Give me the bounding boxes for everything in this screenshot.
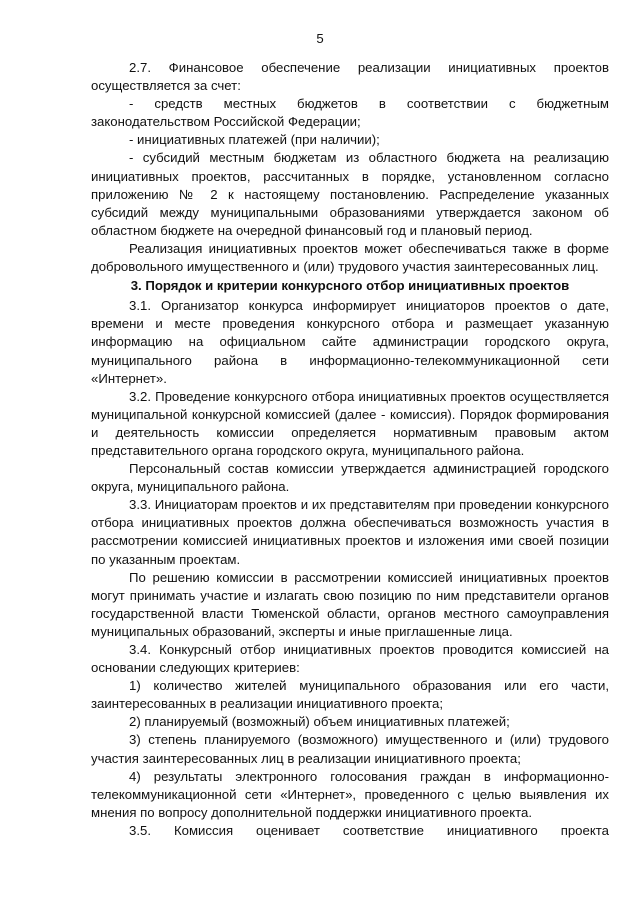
list-item-local-budgets: - средств местных бюджетов в соответствии с бюджетным законодательством Российской Федерации; [91, 96, 609, 130]
criterion-1: 1) количество жителей муниципального образования или его части, заинтересованных в реализации инициативного проекта; [91, 678, 609, 712]
document-body [91, 59, 609, 840]
paragraph-3-3: 3.3. Инициаторам проектов и их представителям при проведении конкурсного отбора инициативных проектов должна обеспечиваться возможность участия в рассмотрении комиссией инициативных проектов и изложения ими своей позиции по указанным проектам. [91, 497, 609, 567]
list-item-initiative-payments: - инициативных платежей (при наличии); [129, 132, 380, 148]
paragraph-3-2: 3.2. Проведение конкурсного отбора инициативных проектов осуществляется муниципальной конкурсной комиссией (далее - комиссия). Порядок формирования и деятельность комиссии определяется нормативным правовым актом представительного органа городского округа, муниципального района. [91, 388, 609, 458]
paragraph-participation: Реализация инициативных проектов может обеспечиваться также в форме добровольного имущественного и (или) трудового участия заинтересованных лиц. [91, 240, 609, 275]
paragraph-commission-decision: По решению комиссии в рассмотрении комиссией инициативных проектов могут принимать участие и излагать свою позицию по ним представители органов государственной власти Тюменской области, органов местного самоуправления муниципальных образований, эксперты и иные приглашенные лица. [91, 569, 609, 639]
paragraph-commission-composition: Персональный состав комиссии утверждается администрацией городского округа, муниципального района. [91, 461, 609, 495]
criterion-2: 2) планируемый (возможный) объем инициативных платежей; [129, 714, 510, 730]
page-number: 5 [316, 31, 324, 46]
paragraph-3-5: 3.5. Комиссия оценивает соответствие инициативного проекта [129, 822, 609, 838]
paragraph-3-4: 3.4. Конкурсный отбор инициативных проектов проводится комиссией на основании следующих критериев: [91, 642, 609, 676]
list-item-subsidies: - субсидий местным бюджетам из областного бюджета на реализацию инициативных проектов, рассчитанных в порядке, установленном согласно приложению № 2 к настоящему постановлению. Распределение указанных субсидий между муниципальными образованиями утверждается законом об областном бюджете на очередной финансовый год и плановый период. [91, 150, 609, 238]
paragraph-2-7: 2.7. Финансовое обеспечение реализации инициативных проектов осуществляется за счет: [91, 60, 609, 94]
criterion-3: 3) степень планируемого (возможного) имущественного и (или) трудового участия заинтересованных лиц в реализации инициативного проекта; [91, 732, 609, 766]
section-heading: 3. Порядок и критерии конкурсного отбор инициативных проектов [130, 278, 570, 294]
paragraph-3-1: 3.1. Организатор конкурса информирует инициаторов проектов о дате, времени и месте проведения конкурсного отбора и размещает указанную информацию на официальном сайте администрации городского округа, муниципального района в информационно-телекоммуникационной сети «Интернет». [91, 298, 609, 386]
criterion-4: 4) результаты электронного голосования граждан в информационно-телекоммуникационной сети «Интернет», проведенного с целью выявления их мнения по вопросу дополнительной поддержки инициативного проекта. [91, 768, 609, 820]
